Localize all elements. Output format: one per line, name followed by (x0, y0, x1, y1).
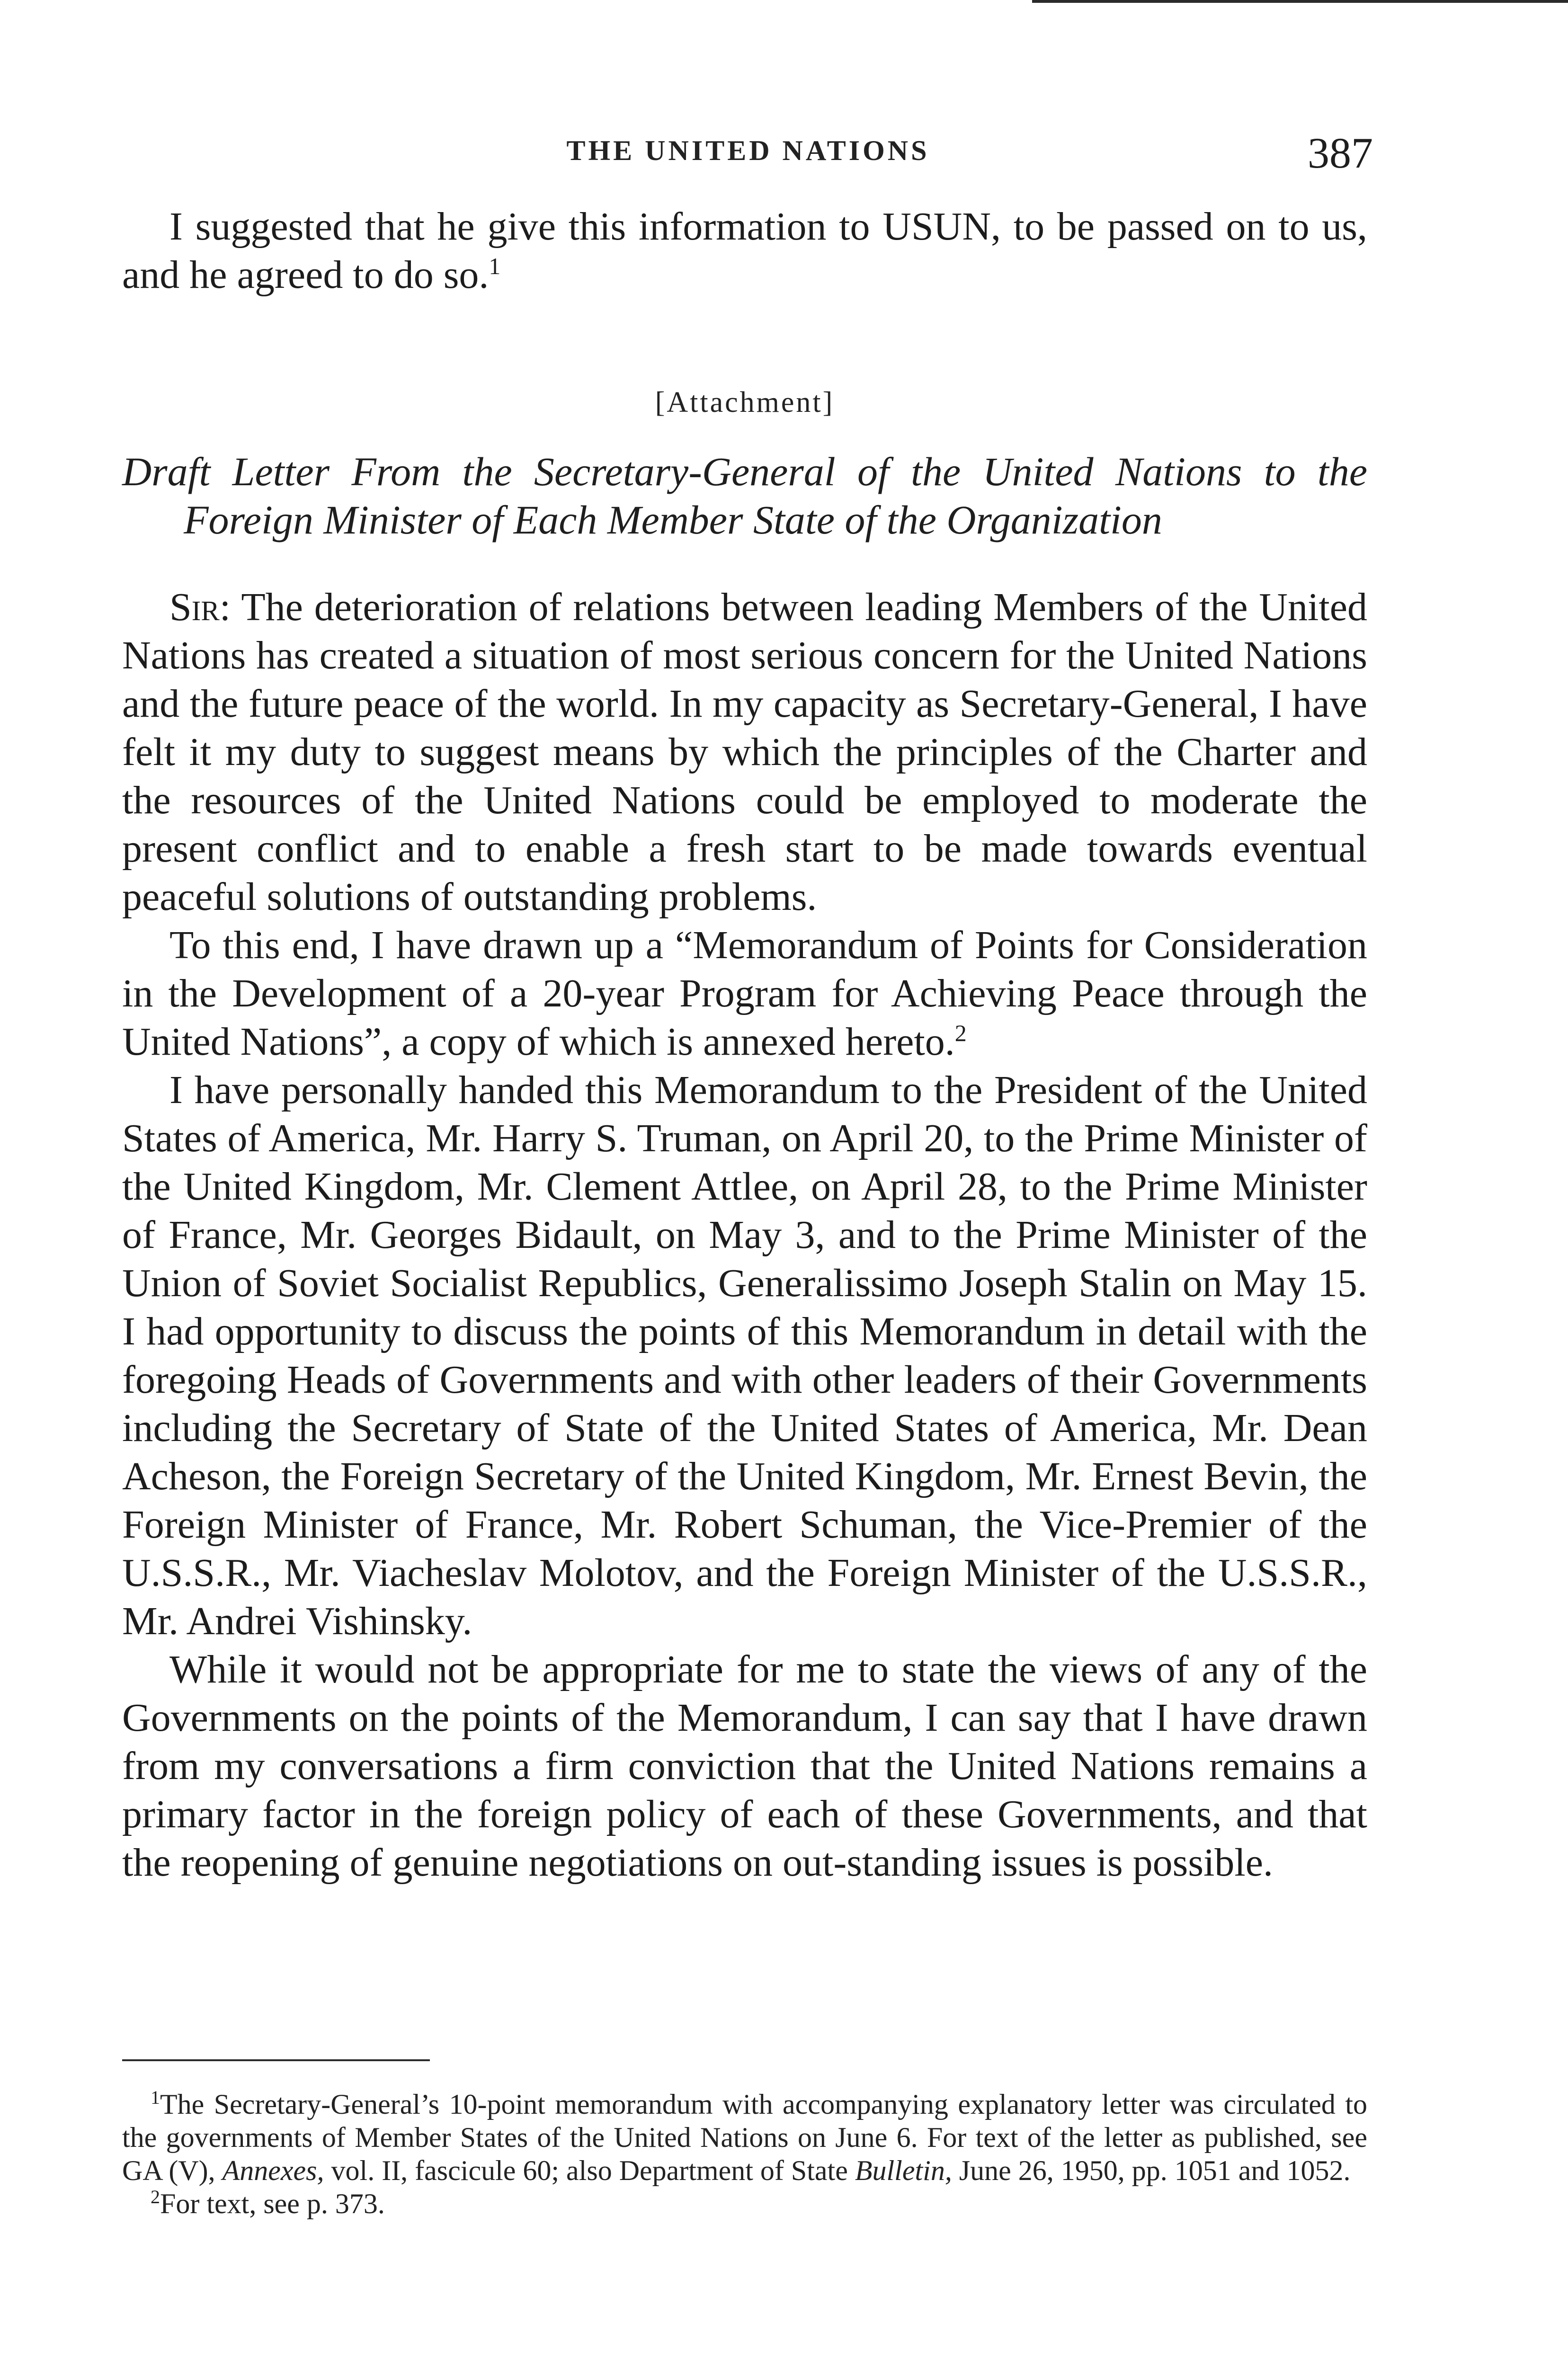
page-header (123, 128, 1373, 180)
footnote-1-text-a: The Secretary-General’s 10-point memorandum with accompanying explanatory letter was circulated to the governments of Member States of the United Nations on June 6. For text of the letter as published, see GA (V), (122, 2089, 1367, 2186)
footnote-1-text-b: vol. II, fascicule 60; also Department of State (331, 2155, 848, 2186)
footnote-ref-1: 1 (489, 253, 501, 279)
footnote-1 (122, 2088, 1367, 2187)
footnote-2-marker: 2 (151, 2186, 160, 2207)
footnote-1-text-c: June 26, 1950, pp. 1051 and 1052. (959, 2155, 1351, 2186)
letter-paragraph-2-text: To this end, I have drawn up a “Memorandum of Points for Consideration in the Development of a 20-year Program for Achieving Peace through the United Nations”, a copy of which is annexed hereto. (122, 923, 1367, 1064)
intro-text: I suggested that he give this information to USUN, to be passed on to us, and he agreed to do so. (122, 205, 1367, 297)
running-head: THE UNITED NATIONS (566, 135, 930, 166)
letter-paragraph-4: While it would not be appropriate for me to state the views of any of the Governments on the points of the Memorandum, I can say that I have drawn from my conversations a firm conviction that the United Nations remains a primary factor in the foreign policy of each of these Governments, and that the reopening of genuine negotiations on out-standing issues is possible. (122, 1647, 1367, 1885)
page-number: 387 (1308, 129, 1373, 177)
letter-body (122, 583, 1367, 1887)
top-edge-rule (1032, 0, 1568, 3)
salutation: Sir: (169, 585, 231, 629)
footnote-2-text: For text, see p. 373. (160, 2188, 385, 2219)
footnote-1-italic-a: Annexes, (222, 2155, 324, 2186)
footnote-ref-2: 2 (954, 1020, 967, 1046)
footnote-1-italic-b: Bulletin, (855, 2155, 952, 2186)
footnotes (122, 2088, 1367, 2220)
letter-paragraph-1-text: The deterioration of relations between leading Members of the United Nations has created a situation of most serious concern for the United Nations and the future peace of the world. In my capacity as Secretary-General, I have felt it my duty to suggest means by which the principles of the Charter and the resources of the United Nations could be employed to moderate the present conflict and to enable a fresh start to be made towards eventual peaceful solutions of outstanding problems. (122, 585, 1367, 919)
attachment-title: Draft Letter From the Secretary-General of the United Nations to the Foreign Minister of Each Member State of the Organization (122, 449, 1367, 543)
footnote-2 (122, 2187, 1367, 2220)
letter-paragraph-1 (122, 583, 1367, 921)
letter-paragraph-3: I have personally handed this Memorandum to the President of the United States of America, Mr. Harry S. Truman, on April 20, to the Prime Minister of the United Kingdom, Mr. Clement Attlee, on April 28, to the Prime Minister of France, Mr. Georges Bidault, on May 3, and to the Prime Minister of the Union of Soviet Socialist Republics, Generalissimo Joseph Stalin on May 15. I had opportunity to discuss the points of this Memorandum in detail with the foregoing Heads of Governments and with other leaders of their Governments including the Secretary of State of the United States of America, Mr. Dean Acheson, the Foreign Secretary of the United Kingdom, Mr. Ernest Bevin, the Foreign Minister of France, Mr. Robert Schuman, the Vice-Premier of the U.S.S.R., Mr. Viacheslav Molotov, and the Foreign Minister of the U.S.S.R., Mr. Andrei Vishinsky. (122, 1068, 1367, 1643)
footnote-divider (122, 2059, 430, 2061)
letter-paragraph-2 (122, 921, 1367, 1066)
intro-paragraph (122, 203, 1367, 299)
attachment-label: [Attachment] (655, 386, 835, 418)
footnote-1-marker: 1 (151, 2087, 160, 2108)
